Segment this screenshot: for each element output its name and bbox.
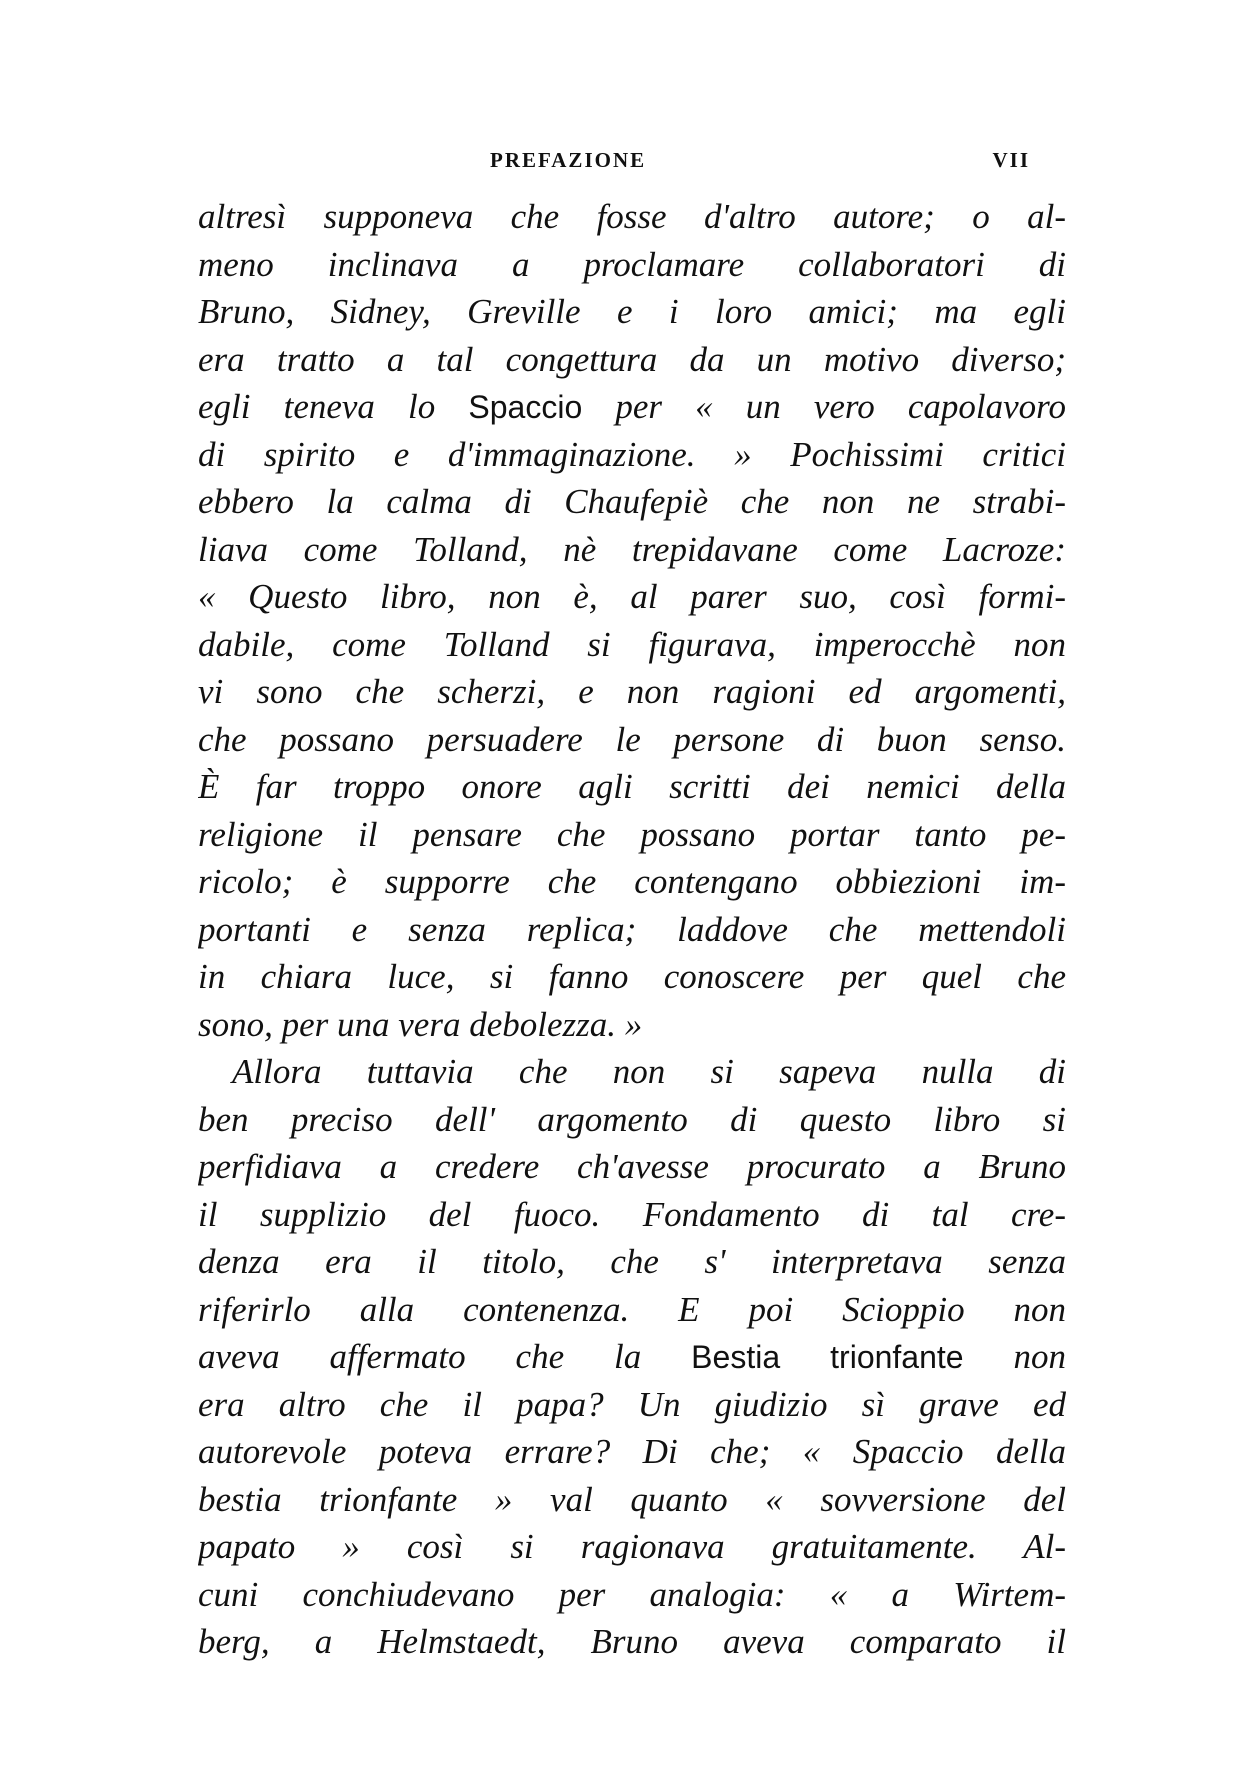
- text-line-25: aveva affermato che la Bestia trionfante non: [198, 1337, 1066, 1376]
- text-line-22: il supplizio del fuoco. Fondamento di tal cre-: [198, 1194, 1066, 1234]
- text-line-16: portanti e senza replica; laddove che mettendoli: [198, 909, 1066, 949]
- text-line-23: denza era il titolo, che s' interpretava senza: [198, 1242, 1066, 1281]
- text-line-2: meno inclinava a proclamare collaboratori di: [198, 244, 1066, 284]
- text-line-28: bestia trionfante » val quanto « sovversione del: [198, 1479, 1066, 1519]
- text-line-27: autorevole poteva errare? Di che; « Spaccio della: [198, 1432, 1066, 1471]
- bestia-title: Bestia trionfante: [691, 1339, 964, 1375]
- text-line-15: ricolo; è supporre che contengano obbiezioni im-: [198, 862, 1066, 901]
- text-line-3: Bruno, Sidney, Greville e i loro amici; ma egli: [198, 292, 1066, 331]
- text-line-10: dabile, come Tolland si figurava, imperocchè non: [198, 624, 1066, 664]
- running-head: [200, 148, 1060, 180]
- text-line-6: di spirito e d'immaginazione. » Pochissimi critici: [198, 434, 1066, 474]
- text-line-20: ben preciso dell' argomento di questo libro si: [198, 1099, 1066, 1139]
- text-line-7: ebbero la calma di Chaufepiè che non ne strabi-: [198, 482, 1066, 521]
- page-number: VII: [992, 148, 1030, 172]
- text-line-31: berg, a Helmstaedt, Bruno aveva comparato il: [198, 1622, 1066, 1661]
- text-line-18: sono, per una vera debolezza. »: [198, 1004, 643, 1044]
- text-line-8: liava come Tolland, nè trepidavane come Lacroze:: [198, 529, 1066, 569]
- text-line-4: era tratto a tal congettura da un motivo diverso;: [198, 339, 1066, 379]
- text-line-21: perfidiava a credere ch'avesse procurato a Bruno: [198, 1147, 1066, 1186]
- text-line-9: « Questo libro, non è, al parer suo, così formi-: [198, 577, 1066, 616]
- text-line-19: Allora tuttavia che non si sapeva nulla di: [232, 1052, 1066, 1091]
- spaccio-title: Spaccio: [468, 389, 583, 425]
- text-line-26: era altro che il papa? Un giudizio sì grave ed: [198, 1384, 1066, 1424]
- running-head-title: PREFAZIONE: [490, 148, 647, 172]
- text-line-1: altresì supponeva che fosse d'altro autore; o al-: [198, 197, 1066, 236]
- body-text: [198, 193, 1066, 1666]
- text-line-5: egli teneva lo Spaccio per « un vero capolavoro: [198, 387, 1066, 426]
- text-line-11: vi sono che scherzi, e non ragioni ed argomenti,: [198, 672, 1066, 711]
- text-line-13: È far troppo onore agli scritti dei nemici della: [198, 767, 1066, 806]
- text-line-24: riferirlo alla contenenza. E poi Scioppio non: [198, 1289, 1066, 1329]
- text-line-30: cuni conchiudevano per analogia: « a Wirtem-: [198, 1574, 1066, 1614]
- text-line-12: che possano persuadere le persone di buon senso.: [198, 719, 1066, 759]
- text-line-29: papato » così si ragionava gratuitamente. Al-: [198, 1527, 1066, 1566]
- text-line-14: religione il pensare che possano portar tanto pe-: [198, 814, 1066, 854]
- text-line-17: in chiara luce, si fanno conoscere per quel che: [198, 957, 1066, 996]
